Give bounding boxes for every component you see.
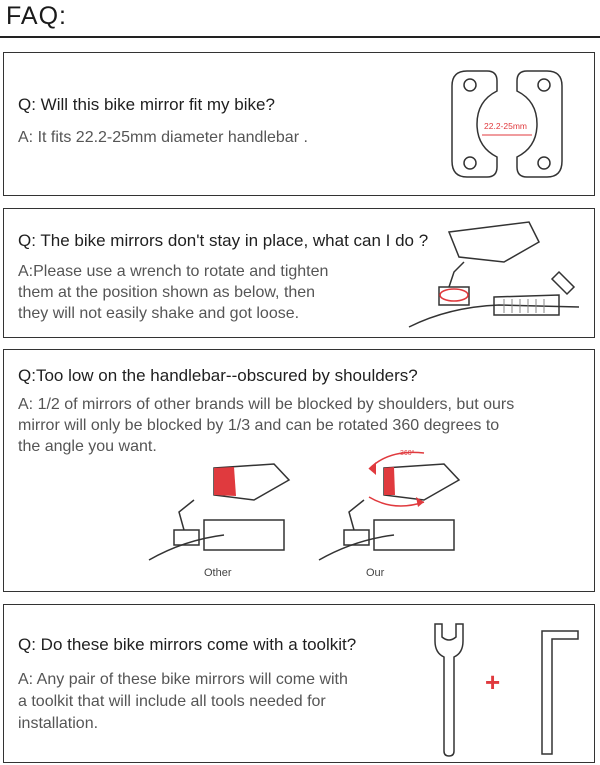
faq-question: Q:Too low on the handlebar--obscured by shoulders? [18,366,418,385]
faq-answer-line: mirror will only be blocked by 1/3 and can be rotated 360 degrees to [18,417,500,434]
faq-answer-line: the angle you want. [18,438,157,455]
faq-answer: A: It fits 22.2-25mm diameter handlebar . [18,129,308,146]
faq-card-fit [3,52,595,196]
faq-answer-line: A: 1/2 of mirrors of other brands will be blocked by shoulders, but ours [18,396,515,413]
clamp-diameter-label: 22.2-25mm [484,121,527,131]
plus-icon: + [485,667,501,697]
caption-our: Our [366,567,385,579]
page-title: FAQ: [6,2,67,30]
rotation-label: 360° [400,450,415,457]
faq-answer-line: A:Please use a wrench to rotate and tighten [18,263,329,280]
faq-answer-line: a toolkit that will include all tools needed for [18,693,326,710]
mirror-wrench-icon [409,217,589,335]
caption-other: Other [204,567,232,579]
faq-card-toolkit [3,604,595,763]
mirror-our-icon [314,447,474,565]
wrench-icon [429,619,469,759]
faq-question: Q: Will this bike mirror fit my bike? [18,95,275,114]
faq-answer-line: they will not easily shake and got loose. [18,305,300,322]
faq-card-height [3,349,595,592]
faq-answer-line: A: Any pair of these bike mirrors will come with [18,671,348,688]
hex-key-icon [532,619,582,759]
faq-question: Q: The bike mirrors don't stay in place, what can I do ? [18,231,429,250]
faq-answer-line: them at the position shown as below, then [18,284,316,301]
faq-question: Q: Do these bike mirrors come with a toolkit? [18,635,357,654]
faq-card-stay [3,208,595,338]
handlebar-clamp-icon [442,61,572,187]
faq-answer-line: installation. [18,715,99,732]
mirror-other-icon [144,460,294,565]
title-divider [0,36,600,38]
